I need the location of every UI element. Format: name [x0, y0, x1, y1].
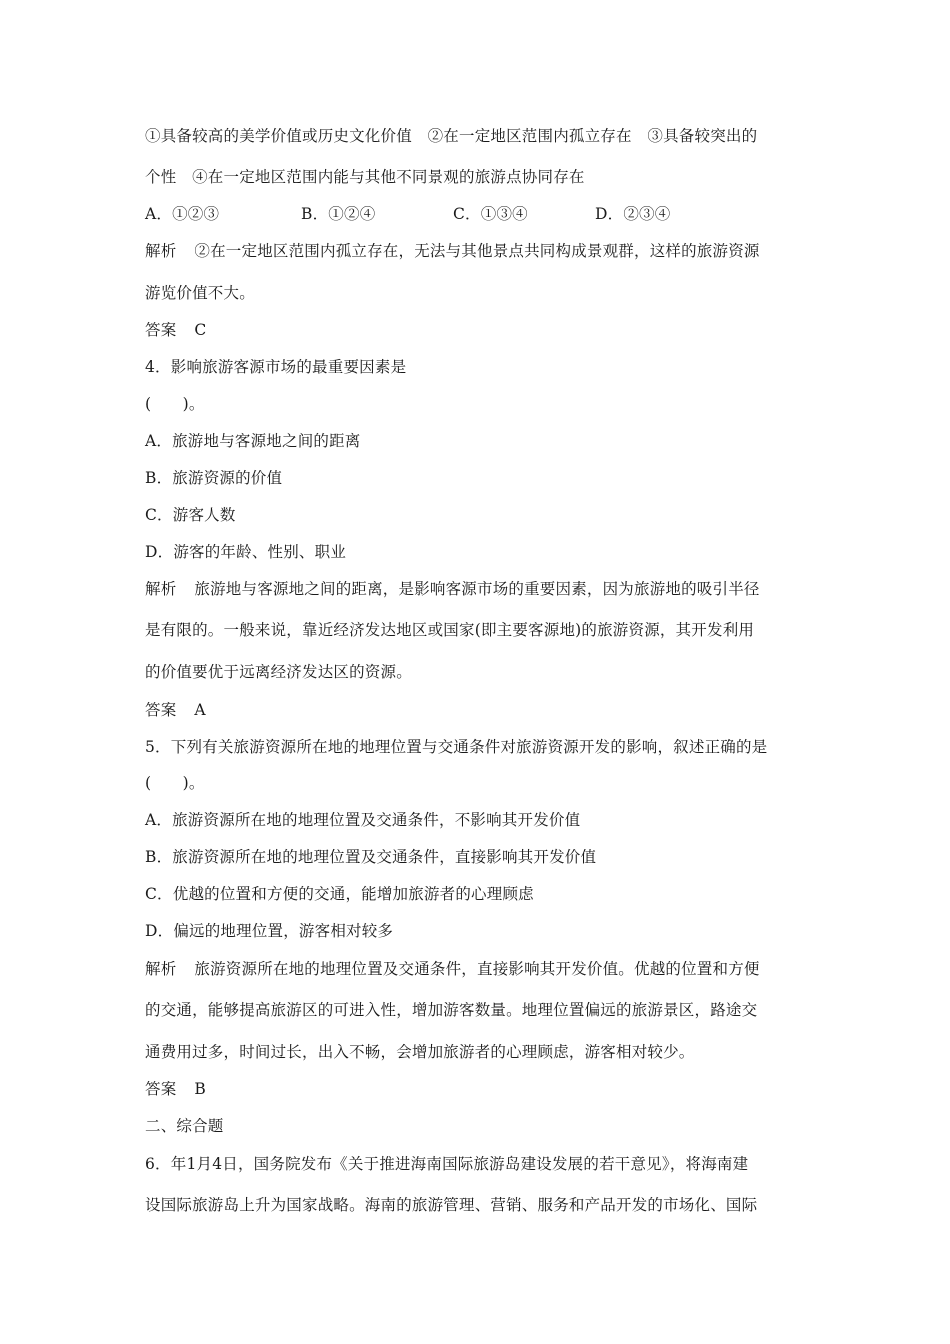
- answer-label: 答案: [145, 701, 177, 719]
- analysis-label: 解析: [145, 960, 177, 978]
- question-5-option-d: D．偏远的地理位置，游客相对较多: [145, 922, 394, 940]
- option-b: B．①②④: [301, 205, 376, 223]
- answer-label: 答案: [145, 1080, 177, 1098]
- question-4-blank: ( )。: [145, 395, 205, 413]
- question-3-statements-line-2: 个性 ④在一定地区范围内能与其他不同景观的旅游点协同存在: [145, 168, 585, 186]
- question-5-blank: ( )。: [145, 774, 205, 792]
- question-5-analysis-line-3: 通费用过多，时间过长，出入不畅，会增加旅游者的心理顾虑，游客相对较少。: [145, 1043, 695, 1061]
- question-4-option-a: A．旅游地与客源地之间的距离: [145, 432, 361, 450]
- answer-value: B: [194, 1080, 206, 1098]
- question-5-answer: [145, 1079, 206, 1099]
- question-4-option-c: C．游客人数: [145, 506, 236, 524]
- analysis-text: 旅游地与客源地之间的距离，是影响客源市场的重要因素，因为旅游地的吸引半径: [194, 580, 760, 598]
- question-5-option-a: A．旅游资源所在地的地理位置及交通条件，不影响其开发价值: [145, 811, 581, 829]
- question-3-analysis-line-2: 游览价值不大。: [145, 284, 255, 302]
- question-5-option-b: B．旅游资源所在地的地理位置及交通条件，直接影响其开发价值: [145, 848, 597, 866]
- question-6-stem-line-1: 6．年1月4日，国务院发布《关于推进海南国际旅游岛建设发展的若干意见》，将海南建: [145, 1155, 749, 1173]
- question-4-option-d: D．游客的年龄、性别、职业: [145, 543, 347, 561]
- answer-value: A: [194, 701, 206, 719]
- option-c: C．①③④: [453, 205, 528, 223]
- section-heading: 二、综合题: [145, 1117, 224, 1135]
- analysis-text: ②在一定地区范围内孤立存在，无法与其他景点共同构成景观群，这样的旅游资源: [194, 242, 760, 260]
- question-4-analysis-line-1: [145, 579, 760, 599]
- question-4-option-b: B．旅游资源的价值: [145, 469, 283, 487]
- question-3-answer: [145, 320, 206, 340]
- question-4-answer: [145, 700, 206, 720]
- analysis-label: 解析: [145, 580, 177, 598]
- answer-value: C: [194, 321, 207, 339]
- question-5-analysis-line-1: [145, 959, 760, 979]
- question-5-stem: 5．下列有关旅游资源所在地的地理位置与交通条件对旅游资源开发的影响，叙述正确的是: [145, 738, 768, 756]
- option-d: D．②③④: [595, 205, 671, 223]
- question-5-analysis-line-2: 的交通，能够提高旅游区的可进入性，增加游客数量。地理位置偏远的旅游景区，路途交: [145, 1001, 758, 1019]
- question-4-analysis-line-2: 是有限的。一般来说，靠近经济发达地区或国家(即主要客源地)的旅游资源，其开发利用: [145, 621, 755, 639]
- question-5-option-c: C．优越的位置和方便的交通，能增加旅游者的心理顾虑: [145, 885, 534, 903]
- option-a: A．①②③: [145, 205, 220, 223]
- analysis-label: 解析: [145, 242, 177, 260]
- analysis-text: 旅游资源所在地的地理位置及交通条件，直接影响其开发价值。优越的位置和方便: [194, 960, 760, 978]
- question-3-analysis-line-1: [145, 241, 760, 261]
- question-3-statements-line-1: ①具备较高的美学价值或历史文化价值 ②在一定地区范围内孤立存在 ③具备较突出的: [145, 127, 758, 145]
- answer-label: 答案: [145, 321, 177, 339]
- question-4-stem: 4．影响旅游客源市场的最重要因素是: [145, 358, 407, 376]
- question-6-stem-line-2: 设国际旅游岛上升为国家战略。海南的旅游管理、营销、服务和产品开发的市场化、国际: [145, 1196, 758, 1214]
- question-3-options: [145, 204, 670, 224]
- question-4-analysis-line-3: 的价值要优于远离经济发达区的资源。: [145, 663, 412, 681]
